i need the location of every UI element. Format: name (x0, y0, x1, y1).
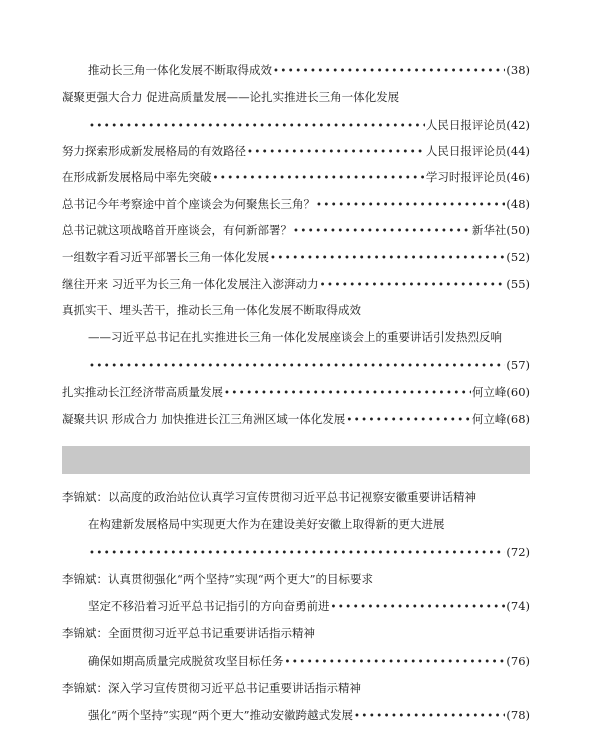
entry-page: (60) (506, 385, 530, 399)
leader-dots (89, 118, 425, 134)
entry-page: (57) (506, 358, 530, 372)
entry-source: 何立峰 (471, 385, 507, 399)
entry-source: 新华社 (471, 223, 507, 237)
entry-page: (74) (506, 599, 530, 613)
entry-page: (55) (506, 277, 530, 291)
entry-page: (72) (506, 545, 530, 559)
entry-page: (42) (506, 118, 530, 132)
leader-dots (213, 170, 425, 186)
entry-source: 学习时报评论员 (425, 170, 507, 184)
entry-title: 李锦斌：认真贯彻强化“两个坚持”实现“两个更大”的目标要求 (62, 572, 374, 586)
leader-dots (285, 654, 506, 670)
entry-page: (76) (506, 654, 530, 668)
section-header-bar (62, 446, 530, 474)
leader-dots (89, 358, 505, 374)
entry-title: 李锦斌：以高度的政治站位认真学习宣传贯彻习近平总书记视察安徽重要讲话精神 (62, 490, 476, 504)
toc-entry[interactable] (88, 356, 530, 374)
toc-entry[interactable] (62, 679, 530, 697)
toc-entry[interactable] (62, 488, 530, 506)
toc-entry[interactable] (88, 328, 530, 346)
toc-entry[interactable] (62, 221, 530, 239)
toc-entry[interactable] (62, 88, 530, 106)
entry-source: 人民日报评论员 (425, 118, 507, 132)
leader-dots (316, 197, 505, 213)
entry-title: 推动长三角一体化发展不断取得成效 (88, 63, 272, 77)
entry-page: (44) (506, 144, 530, 158)
leader-dots (320, 277, 506, 293)
toc-entry[interactable] (88, 597, 530, 615)
leader-dots (273, 63, 505, 79)
entry-subtitle: 强化“两个坚持”实现“两个更大”推动安徽跨越式发展 (88, 708, 354, 722)
leader-dots (331, 599, 506, 615)
entry-page: (68) (506, 412, 530, 426)
entry-source: 人民日报评论员 (425, 144, 507, 158)
leader-dots (224, 385, 471, 401)
toc-entry[interactable] (88, 652, 530, 670)
entry-title: 李锦斌：深入学习宣传贯彻习近平总书记重要讲话指示精神 (62, 681, 361, 695)
entry-page: (46) (506, 170, 530, 184)
toc-entry[interactable] (88, 61, 530, 79)
entry-subtitle: 在构建新发展格局中实现更大作为在建设美好安徽上取得新的更大进展 (88, 517, 445, 531)
entry-title: 总书记就这项战略首开座谈会，有何新部署？ (62, 223, 292, 237)
toc-entry[interactable] (62, 275, 530, 293)
toc-entry[interactable] (62, 168, 530, 186)
toc-entry[interactable] (62, 624, 530, 642)
toc-entry[interactable] (62, 383, 530, 401)
entry-subtitle: 坚定不移沿着习近平总书记指引的方向奋勇前进 (88, 599, 330, 613)
toc-entry[interactable] (62, 248, 530, 266)
entry-page: (78) (506, 708, 530, 722)
entry-title: 在形成新发展格局中率先突破 (62, 170, 212, 184)
toc-entry[interactable] (62, 410, 530, 428)
entry-page: (52) (506, 250, 530, 264)
entry-title: 李锦斌：全面贯彻习近平总书记重要讲话指示精神 (62, 626, 315, 640)
entry-title: 继往开来 习近平为长三角一体化发展注入澎湃动力 (62, 277, 319, 291)
leader-dots (354, 708, 505, 724)
entry-title: 一组数字看习近平部署长三角一体化发展 (62, 250, 269, 264)
leader-dots (89, 545, 505, 561)
toc-entry[interactable] (88, 116, 530, 134)
entry-title: 总书记今年考察途中首个座谈会为何聚焦长三角？ (62, 197, 315, 211)
entry-page: (48) (506, 197, 530, 211)
entry-subtitle: 确保如期高质量完成脱贫攻坚目标任务 (88, 654, 284, 668)
entry-page: (50) (506, 223, 530, 237)
leader-dots (346, 412, 471, 428)
entry-page: (38) (506, 63, 530, 77)
leader-dots (270, 250, 505, 266)
leader-dots (247, 144, 425, 160)
entry-subtitle: ——习近平总书记在扎实推进长三角一体化发展座谈会上的重要讲话引发热烈反响 (88, 330, 502, 344)
leader-dots (293, 223, 471, 239)
toc-entry[interactable] (88, 706, 530, 724)
toc-entry[interactable] (62, 301, 530, 319)
entry-title: 扎实推动长江经济带高质量发展 (62, 385, 223, 399)
toc-entry[interactable] (62, 195, 530, 213)
entry-title: 真抓实干、埋头苦干，推动长三角一体化发展不断取得成效 (62, 303, 361, 317)
entry-title: 凝聚共识 形成合力 加快推进长江三角洲区域一体化发展 (62, 412, 346, 426)
entry-title: 凝聚更强大合力 促进高质量发展——论扎实推进长三角一体化发展 (62, 90, 400, 104)
entry-title: 努力探索形成新发展格局的有效路径 (62, 144, 246, 158)
toc-entry[interactable] (62, 570, 530, 588)
toc-entry[interactable] (62, 142, 530, 160)
toc-entry[interactable] (88, 543, 530, 561)
toc-entry[interactable] (88, 515, 530, 533)
entry-source: 何立峰 (471, 412, 507, 426)
